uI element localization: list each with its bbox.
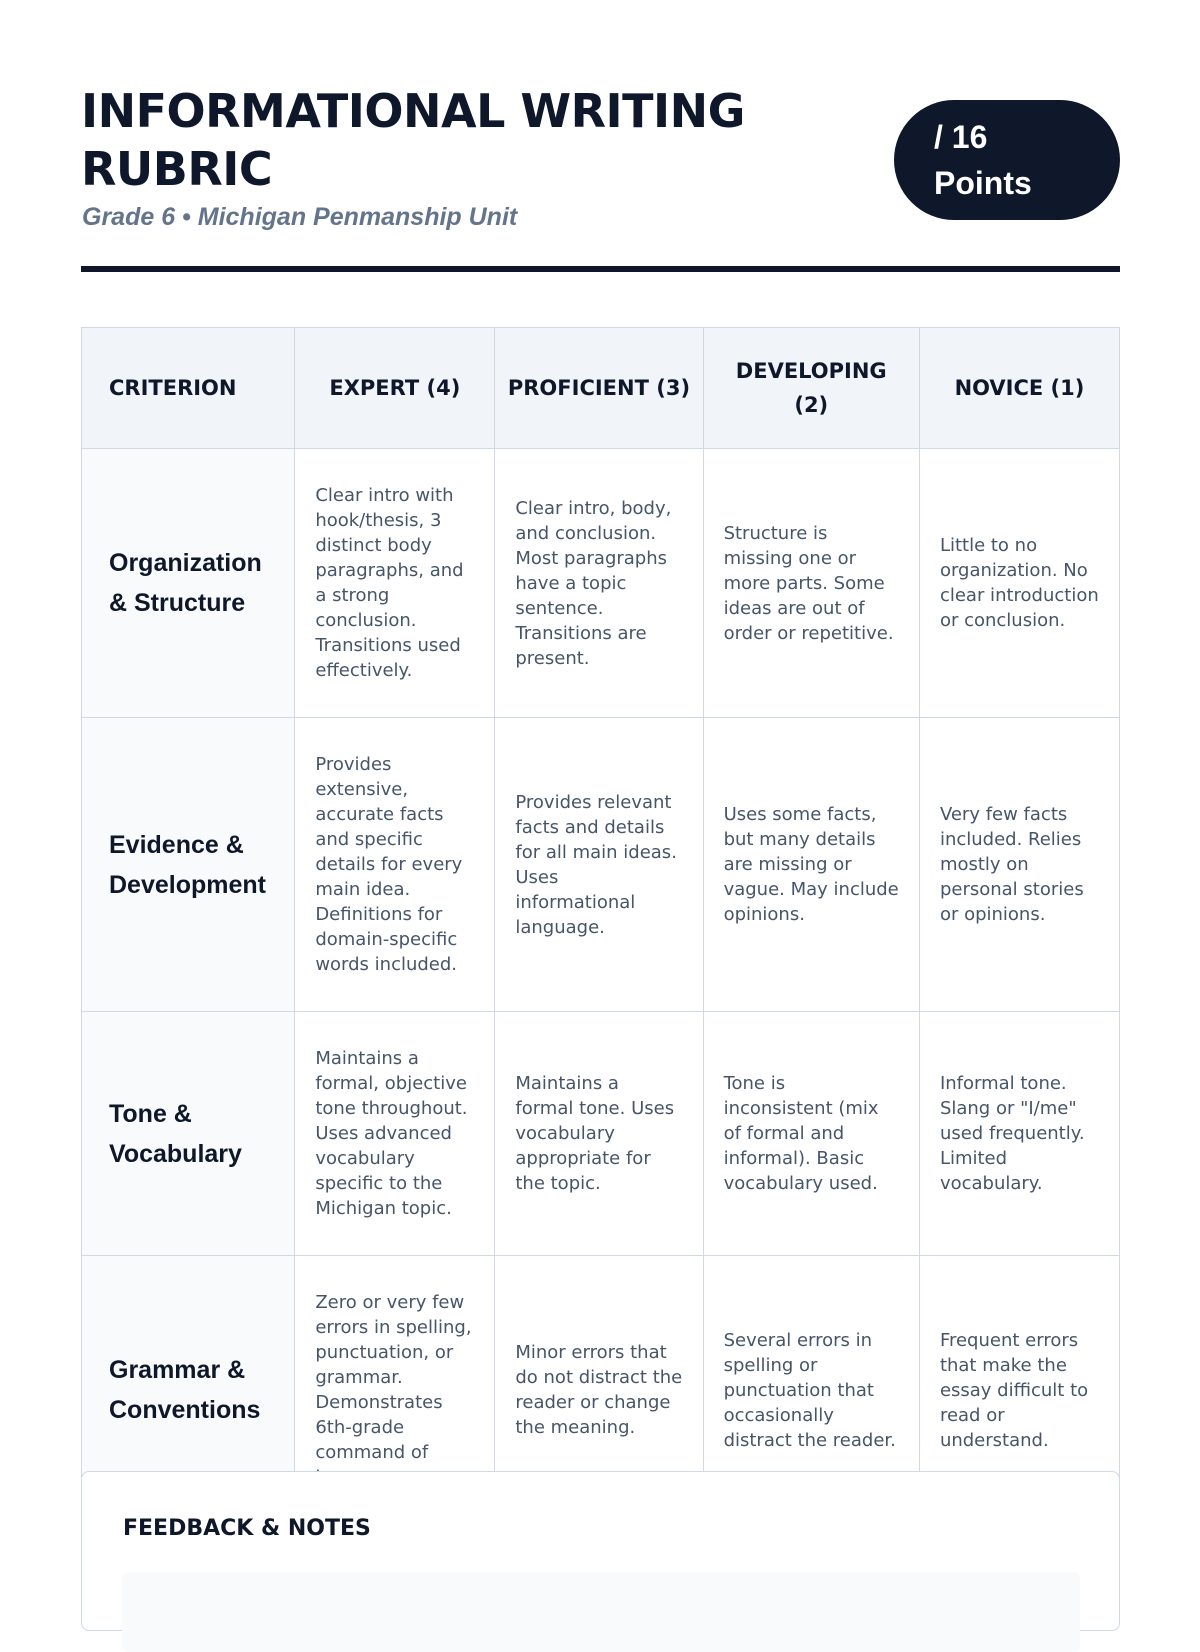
feedback-title: FEEDBACK & NOTES	[123, 1516, 371, 1541]
proficient-cell: Provides relevant facts and details for all main ideas. Uses informational language.	[495, 718, 703, 1012]
column-header-novice: NOVICE (1)	[919, 328, 1119, 449]
table-row	[82, 718, 1120, 1012]
column-header-criterion: CRITERION	[82, 328, 295, 449]
novice-cell: Informal tone. Slang or "I/me" used frequently. Limited vocabulary.	[919, 1012, 1119, 1256]
page-header	[81, 0, 1120, 275]
page-title: INFORMATIONAL WRITING RUBRIC	[81, 84, 745, 196]
novice-cell: Little to no organization. No clear introduction or conclusion.	[919, 449, 1119, 718]
feedback-notes-area[interactable]	[122, 1572, 1080, 1652]
developing-cell: Several errors in spelling or punctuation that occasionally distract the reader.	[703, 1256, 919, 1525]
expert-cell: Maintains a formal, objective tone throughout. Uses advanced vocabulary specific to the Michigan topic.	[295, 1012, 495, 1256]
developing-cell: Uses some facts, but many details are missing or vague. May include opinions.	[703, 718, 919, 1012]
developing-cell: Structure is missing one or more parts. Some ideas are out of order or repetitive.	[703, 449, 919, 718]
proficient-cell: Minor errors that do not distract the reader or change the meaning.	[495, 1256, 703, 1525]
novice-cell: Very few facts included. Relies mostly on personal stories or opinions.	[919, 718, 1119, 1012]
table-row	[82, 449, 1120, 718]
rubric-page	[81, 0, 1120, 1541]
page-subtitle: Grade 6 • Michigan Penmanship Unit	[82, 203, 518, 231]
rubric-table	[81, 327, 1120, 1525]
proficient-cell: Maintains a formal tone. Uses vocabulary appropriate for the topic.	[495, 1012, 703, 1256]
header-row	[82, 328, 1120, 449]
points-label: Points	[934, 165, 1032, 201]
expert-cell: Clear intro with hook/thesis, 3 distinct body paragraphs, and a strong conclusion. Transitions used effectively.	[295, 449, 495, 718]
expert-cell: Zero or very few errors in spelling, punctuation, or grammar. Demonstrates 6th-grade command of	[295, 1256, 495, 1525]
criterion-cell: Grammar & Conventions	[82, 1256, 295, 1525]
developing-cell: Tone is inconsistent (mix of formal and informal). Basic vocabulary used.	[703, 1012, 919, 1256]
points-total: / 16	[934, 119, 988, 155]
expert-cell: Provides extensive, accurate facts and specific details for every main idea. Definitions for domain-specific words included.	[295, 718, 495, 1012]
column-header-expert: EXPERT (4)	[295, 328, 495, 449]
points-badge	[894, 100, 1120, 220]
novice-cell: Frequent errors that make the essay difficult to read or understand.	[919, 1256, 1119, 1525]
feedback-section	[81, 1471, 1120, 1631]
header-divider	[81, 266, 1120, 272]
criterion-cell: Organization & Structure	[82, 449, 295, 718]
table-row	[82, 1012, 1120, 1256]
column-header-proficient: PROFICIENT (3)	[495, 328, 703, 449]
criterion-cell: Tone & Vocabulary	[82, 1012, 295, 1256]
criterion-cell: Evidence & Development	[82, 718, 295, 1012]
column-header-developing: DEVELOPING (2)	[703, 328, 919, 449]
proficient-cell: Clear intro, body, and conclusion. Most paragraphs have a topic sentence. Transitions are present.	[495, 449, 703, 718]
